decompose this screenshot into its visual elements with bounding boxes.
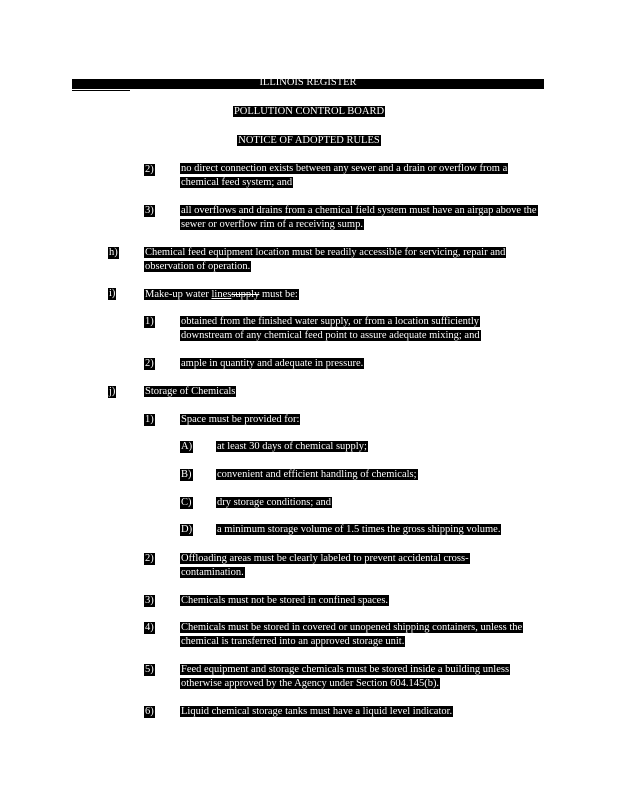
item-text: Space must be provided for: xyxy=(181,414,300,425)
item-marker: 2) xyxy=(145,164,154,175)
section-text: Chemical feed equipment location must be readily accessible for servicing, repair and observation of operation. xyxy=(145,247,506,272)
subitem-text: a minimum storage volume of 1.5 times the gross shipping volume. xyxy=(217,524,501,535)
item-text: Feed equipment and storage chemicals must be stored inside a building unless otherwise approved by the Agency under Section 604.145(b). xyxy=(181,664,510,689)
header-rule xyxy=(72,90,130,91)
item-marker: 5) xyxy=(145,664,154,675)
notice-title-line xyxy=(0,135,618,147)
item-text: ample in quantity and adequate in pressure. xyxy=(181,358,364,369)
subitem-text: at least 30 days of chemical supply; xyxy=(217,441,367,452)
board-name-line xyxy=(0,106,618,118)
subitem-marker: C) xyxy=(181,497,192,508)
section-text: Storage of Chemicals xyxy=(145,386,236,397)
subitem-marker: D) xyxy=(181,524,193,535)
item-marker: 1) xyxy=(145,316,154,327)
item-text: no direct connection exists between any sewer and a drain or overflow from a chemical feed system; and xyxy=(181,163,508,188)
notice-title: NOTICE OF ADOPTED RULES xyxy=(238,135,380,146)
subitem-text: convenient and efficient handling of chemicals; xyxy=(217,469,417,480)
inserted-text: lines xyxy=(211,289,232,300)
item-marker: 2) xyxy=(145,358,154,369)
item-text: obtained from the finished water supply, or from a location sufficiently downstream of any chemical feed point to assure adequate mixing; and xyxy=(181,316,480,341)
subitem-marker: A) xyxy=(181,441,193,452)
deleted-text: supply xyxy=(231,289,260,300)
item-text: Offloading areas must be clearly labeled to prevent accidental cross-contamination. xyxy=(181,553,469,578)
item-marker: 2) xyxy=(145,553,154,564)
section-marker: h) xyxy=(109,247,118,258)
item-text: Liquid chemical storage tanks must have a liquid level indicator. xyxy=(181,706,453,717)
item-text: all overflows and drains from a chemical field system must have an airgap above the sewer or overflow rim of a receiving sump. xyxy=(181,205,537,230)
item-text: Chemicals must be stored in covered or unopened shipping containers, unless the chemical is transferred into an approved storage unit. xyxy=(181,622,523,647)
section-text: Make-up water linessupply must be: xyxy=(145,289,298,300)
item-marker: 6) xyxy=(145,706,154,717)
item-marker: 3) xyxy=(145,595,154,606)
item-marker: 3) xyxy=(145,205,154,216)
section-marker: i) xyxy=(109,288,116,299)
item-marker: 1) xyxy=(145,414,154,425)
board-name: POLLUTION CONTROL BOARD xyxy=(233,106,385,117)
register-title: ILLINOIS REGISTER xyxy=(259,77,357,88)
item-marker: 4) xyxy=(145,622,154,633)
subitem-text: dry storage conditions; and xyxy=(217,497,332,508)
item-text: Chemicals must not be stored in confined spaces. xyxy=(181,595,389,606)
subitem-marker: B) xyxy=(181,469,192,480)
section-marker: j) xyxy=(109,386,116,397)
